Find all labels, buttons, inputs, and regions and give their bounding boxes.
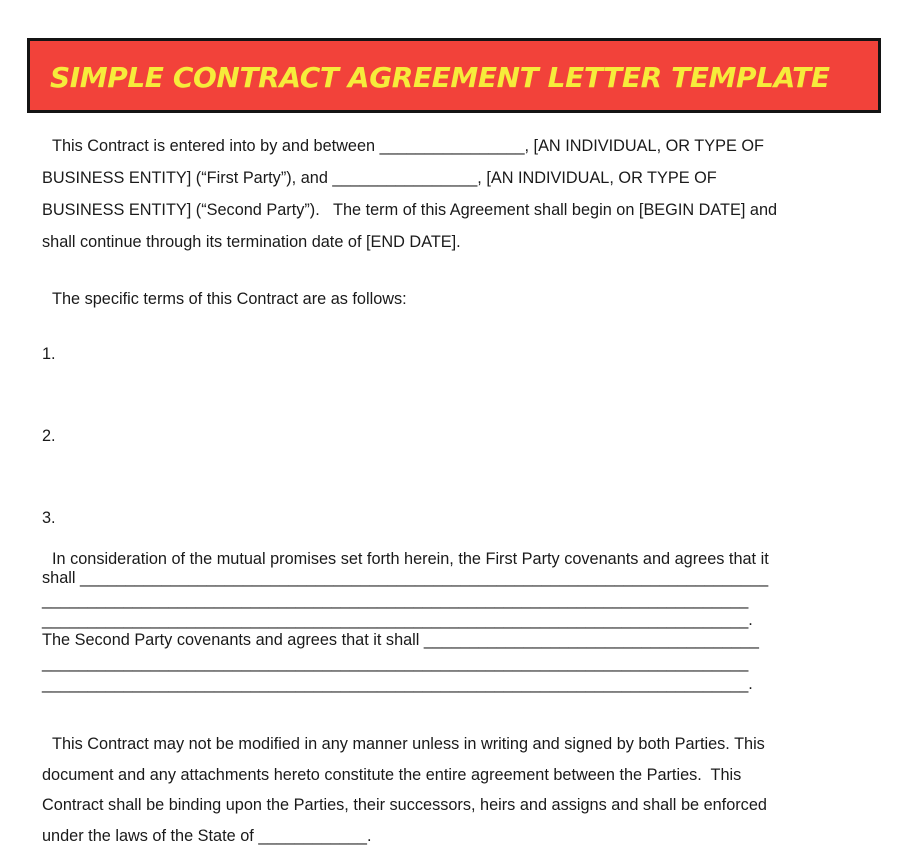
intro-line-3: BUSINESS ENTITY] (“Second Party”). The term of this Agreement shall begin on [BEGIN DATE] and [42,201,778,219]
consideration-line-3: ______________________________________________________________________________ [42,591,749,609]
document-title: SIMPLE CONTRACT AGREEMENT LETTER TEMPLATE [50,61,830,94]
consideration-line-2: shall ____________________________________________________________________________ [42,569,769,587]
closing-line-4: under the laws of the State of ____________. [42,827,372,845]
term-item-1: 1. [42,345,56,363]
closing-line-2: document and any attachments hereto constitute the entire agreement between the Parties. This [42,766,742,784]
consideration-line-4: ______________________________________________________________________________. [42,611,753,629]
title-banner [27,38,881,113]
closing-line-3: Contract shall be binding upon the Parties, their successors, heirs and assigns and shall be enforced [42,796,767,814]
consideration-line-1: In consideration of the mutual promises set forth herein, the First Party covenants and agrees that it [52,550,769,568]
second-party-line-3: ______________________________________________________________________________. [42,675,753,693]
term-item-3: 3. [42,509,56,527]
terms-heading: The specific terms of this Contract are as follows: [52,290,407,308]
closing-line-1: This Contract may not be modified in any manner unless in writing and signed by both Parties. This [52,735,765,753]
intro-line-1: This Contract is entered into by and between ________________, [AN INDIVIDUAL, OR TYPE OF [52,137,764,155]
intro-line-2: BUSINESS ENTITY] (“First Party”), and ________________, [AN INDIVIDUAL, OR TYPE OF [42,169,717,187]
term-item-2: 2. [42,427,56,445]
second-party-line-2: ______________________________________________________________________________ [42,654,749,672]
intro-line-4: shall continue through its termination date of [END DATE]. [42,233,461,251]
second-party-line-1: The Second Party covenants and agrees that it shall _____________________________________ [42,631,759,649]
